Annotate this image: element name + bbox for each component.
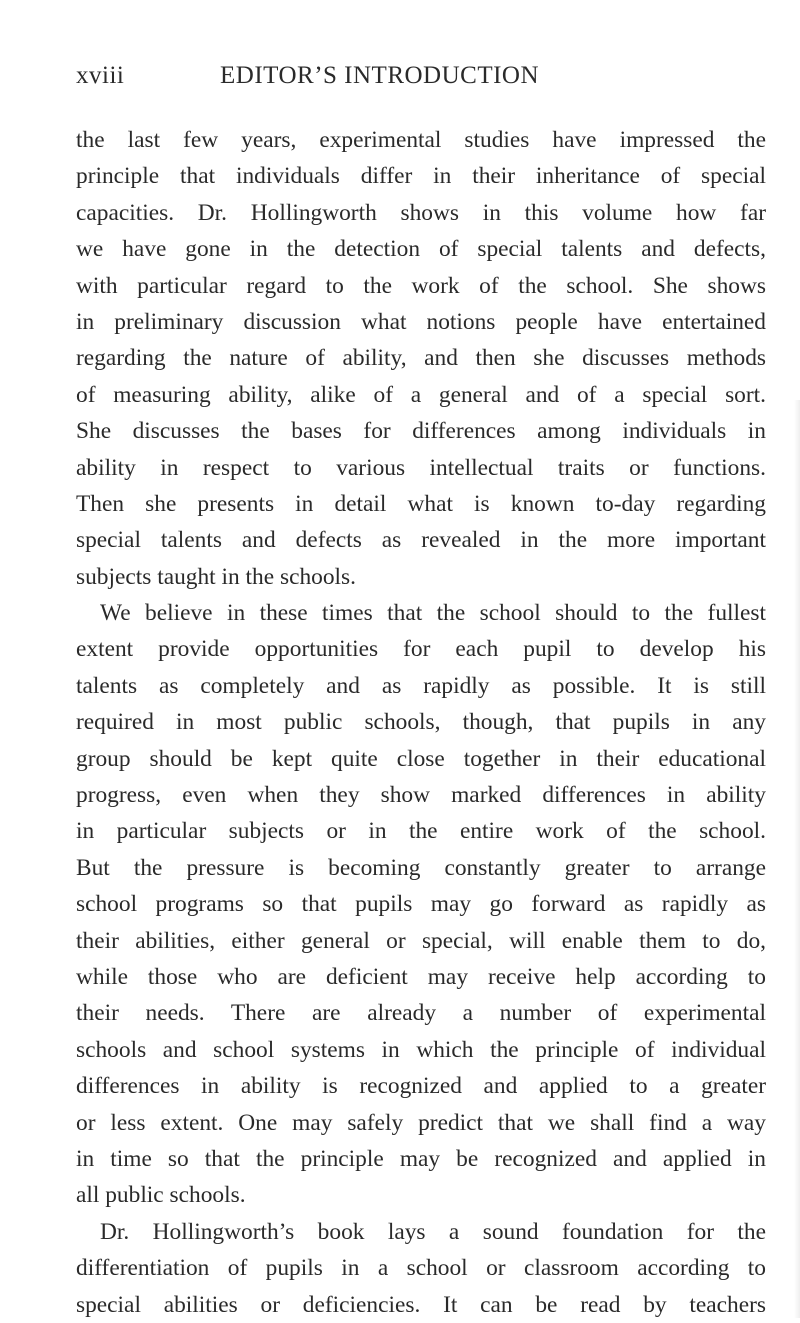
text-line: schools and school systems in which the principle of individual bbox=[76, 1036, 766, 1063]
page-edge-shadow bbox=[794, 400, 800, 1318]
text-line: Then she presents in detail what is known to-day regarding bbox=[76, 490, 766, 517]
text-line: of measuring ability, alike of a general and of a special sort. bbox=[76, 381, 766, 408]
text-line: in preliminary discussion what notions people have entertained bbox=[76, 308, 766, 335]
text-line: required in most public schools, though, that pupils in any bbox=[76, 709, 766, 736]
body-text bbox=[76, 122, 766, 1323]
text-line: school programs so that pupils may go forward as rapidly as bbox=[76, 891, 766, 918]
text-line: progress, even when they show marked differences in ability bbox=[76, 782, 766, 809]
text-line: She discusses the bases for differences among individuals in bbox=[76, 418, 766, 445]
paragraph-last-line: subjects taught in the schools. bbox=[76, 563, 357, 590]
text-line: capacities. Dr. Hollingworth shows in this volume how far bbox=[76, 199, 766, 226]
text-line: their needs. There are already a number of experimental bbox=[76, 1000, 766, 1027]
running-head bbox=[76, 62, 776, 96]
text-line: their abilities, either general or special, will enable them to do, bbox=[76, 927, 766, 954]
text-line: differences in ability is recognized and applied to a greater bbox=[76, 1073, 766, 1100]
text-line: with particular regard to the work of the school. She shows bbox=[76, 272, 766, 299]
page-number: xviii bbox=[76, 62, 125, 89]
text-line: in time so that the principle may be recognized and applied in bbox=[76, 1145, 766, 1172]
paragraph-last-line: all public schools. bbox=[76, 1182, 246, 1209]
text-line: But the pressure is becoming constantly greater to arrange bbox=[76, 854, 766, 881]
text-line: or less extent. One may safely predict that we shall find a way bbox=[76, 1109, 766, 1136]
text-line: talents as completely and as rapidly as possible. It is still bbox=[76, 672, 766, 699]
text-line: ability in respect to various intellectual traits or functions. bbox=[76, 454, 766, 481]
running-title: EDITOR’S INTRODUCTION bbox=[220, 62, 540, 89]
text-line: we have gone in the detection of special talents and defects, bbox=[76, 236, 766, 263]
text-line: regarding the nature of ability, and then she discusses methods bbox=[76, 345, 766, 372]
paragraph-first-line: We believe in these times that the school should to the fullest bbox=[100, 600, 766, 627]
text-line: while those who are deficient may receive help according to bbox=[76, 963, 766, 990]
text-line: special abilities or deficiencies. It can be read by teachers bbox=[76, 1291, 766, 1318]
paragraph-first-line: Dr. Hollingworth’s book lays a sound foundation for the bbox=[100, 1218, 766, 1245]
text-line: in particular subjects or in the entire work of the school. bbox=[76, 818, 766, 845]
text-line: special talents and defects as revealed in the more important bbox=[76, 527, 766, 554]
text-line: group should be kept quite close together in their educational bbox=[76, 745, 766, 772]
text-line: the last few years, experimental studies have impressed the bbox=[76, 127, 766, 153]
text-line: principle that individuals differ in their inheritance of special bbox=[76, 163, 766, 190]
text-line: differentiation of pupils in a school or classroom according to bbox=[76, 1255, 766, 1282]
text-line: extent provide opportunities for each pupil to develop his bbox=[76, 636, 766, 663]
